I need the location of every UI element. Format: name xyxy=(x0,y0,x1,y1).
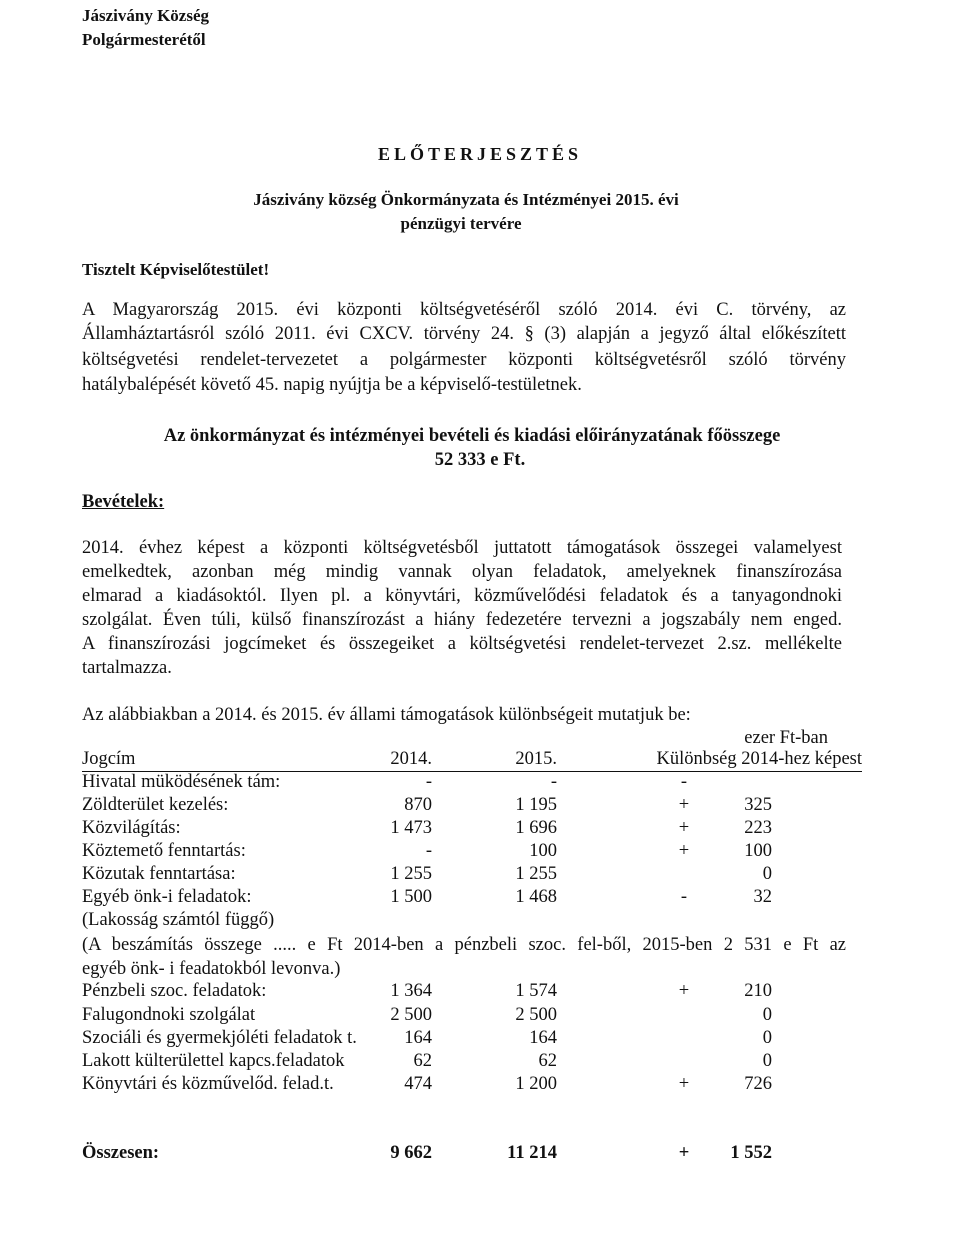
revenue-line-6: tartalmazza. xyxy=(82,658,172,678)
row-label: Egyéb önk-i feladatok: xyxy=(82,887,252,907)
header-difference: Különbség 2014-hez képest xyxy=(656,749,862,769)
note-lakossag: (Lakosság számtól függő) xyxy=(82,910,275,930)
revenue-line-1: 2014. évhez képest a központi költségvetésből juttatott támogatások összegei valamelyest xyxy=(82,538,842,558)
row-label: Köztemető fenntartás: xyxy=(82,841,246,861)
row-sign: + xyxy=(678,818,690,838)
subtitle-line-1: Jászivány község Önkormányzata és Intézményei 2015. évi xyxy=(253,190,679,209)
header-2014: 2014. xyxy=(390,749,432,769)
sender-role: Polgármesterétől xyxy=(82,30,206,49)
summary-line-1: Az önkormányzat és intézményei bevételi és kiadási előirányzatának főösszege xyxy=(163,426,781,446)
row-difference: 325 xyxy=(744,795,772,815)
row-difference: 100 xyxy=(744,841,772,861)
revenue-line-2: emelkedtek, azonban még mindig vannak olyan feladatok, amelyeknek finanszírozása xyxy=(82,562,842,582)
table-row xyxy=(82,886,862,909)
row-value-2015: 100 xyxy=(529,841,557,861)
header-2015: 2015. xyxy=(515,749,557,769)
table-total-row xyxy=(82,1142,862,1165)
total-difference: 1 552 xyxy=(730,1143,772,1163)
row-value-2014: 1 364 xyxy=(390,981,432,1001)
row-label: Falugondnoki szolgálat xyxy=(82,1005,256,1025)
table-row xyxy=(82,863,862,886)
row-sign: - xyxy=(680,887,688,907)
row-value-2014: 474 xyxy=(404,1074,432,1094)
row-value-2015: 1 468 xyxy=(515,887,557,907)
table-header-row xyxy=(82,748,862,772)
section-revenues: Bevételek: xyxy=(82,492,165,512)
document-title: ELŐTERJESZTÉS xyxy=(377,144,583,164)
row-difference: 0 xyxy=(762,1051,772,1071)
row-label: Hivatal müködésének tám: xyxy=(82,772,281,792)
total-sign: + xyxy=(678,1143,690,1163)
row-difference: 0 xyxy=(762,1028,772,1048)
table-row xyxy=(82,1027,862,1050)
row-value-2015: 1 195 xyxy=(515,795,557,815)
total-2015: 11 214 xyxy=(507,1143,557,1163)
revenue-line-4: szolgálat. Éven túli, külső finanszírozást a hiány fedezetére tervezni a jogszabály nem enged. xyxy=(82,610,842,630)
row-value-2014: - xyxy=(425,772,432,792)
row-value-2015: 62 xyxy=(538,1051,557,1071)
row-value-2014: 2 500 xyxy=(390,1005,432,1025)
table-row xyxy=(82,771,862,794)
note-beszamitas-line-2: egyéb önk- i feadatokból levonva.) xyxy=(82,959,341,979)
row-value-2015: - xyxy=(550,772,557,792)
row-value-2014: 1 500 xyxy=(390,887,432,907)
row-difference: 726 xyxy=(744,1074,772,1094)
row-value-2015: 1 200 xyxy=(515,1074,557,1094)
table-note xyxy=(82,909,862,932)
row-difference: 32 xyxy=(753,887,772,907)
unit-label: ezer Ft-ban xyxy=(744,728,828,748)
revenue-line-5: A finanszírozási jogcímeket és összegeiket a költségvetési rendelet-tervezet 2.sz. mellékelte xyxy=(82,634,842,654)
row-label: Szociáli és gyermekjóléti feladatok t. xyxy=(82,1028,357,1048)
row-difference: 210 xyxy=(744,981,772,1001)
row-label: Közutak fenntartása: xyxy=(82,864,236,884)
row-sign: - xyxy=(680,772,688,792)
row-sign: + xyxy=(678,841,690,861)
intro-line-1: A Magyarország 2015. évi központi költségvetéséről szóló 2014. évi C. törvény, az xyxy=(82,300,846,320)
row-label: Közvilágítás: xyxy=(82,818,181,838)
header-jogcim: Jogcím xyxy=(82,749,136,769)
revenue-line-3: elmarad a kiadásoktól. Ilyen pl. a könyvtári, közművelődési feladatok és a tanyagondnoki xyxy=(82,586,842,606)
sender-name: Jászivány Község xyxy=(82,6,210,25)
intro-line-4: hatálybalépését követő 45. napig nyújtja be a képviselő-testületnek. xyxy=(82,375,582,395)
row-label: Pénzbeli szoc. feladatok: xyxy=(82,981,267,1001)
support-table xyxy=(0,748,960,1178)
table-row xyxy=(82,817,862,840)
table-row xyxy=(82,1073,862,1096)
row-value-2015: 1 255 xyxy=(515,864,557,884)
table-row xyxy=(82,980,862,1003)
row-difference: 223 xyxy=(744,818,772,838)
row-value-2015: 164 xyxy=(529,1028,557,1048)
salutation: Tisztelt Képviselőtestület! xyxy=(82,260,270,279)
row-sign: + xyxy=(678,981,690,1001)
row-value-2014: 870 xyxy=(404,795,432,815)
row-label: Könyvtári és közművelőd. felad.t. xyxy=(82,1074,334,1094)
table-intro: Az alábbiakban a 2014. és 2015. év állami támogatások különbségeit mutatjuk be: xyxy=(82,705,691,725)
row-value-2015: 1 696 xyxy=(515,818,557,838)
row-value-2014: - xyxy=(425,841,432,861)
row-value-2015: 2 500 xyxy=(515,1005,557,1025)
table-row xyxy=(82,1004,862,1027)
row-sign: + xyxy=(678,1074,690,1094)
intro-line-2: Államháztartásról szóló 2011. évi CXCV. törvény 24. § (3) alapján a jegyző által előkészített xyxy=(82,324,846,344)
row-difference: 0 xyxy=(762,864,772,884)
row-value-2015: 1 574 xyxy=(515,981,557,1001)
row-value-2014: 164 xyxy=(404,1028,432,1048)
row-value-2014: 1 255 xyxy=(390,864,432,884)
subtitle-line-2: pénzügyi tervére xyxy=(400,214,522,233)
row-label: Lakott külterülettel kapcs.feladatok xyxy=(82,1051,345,1071)
table-row xyxy=(82,840,862,863)
row-value-2014: 62 xyxy=(413,1051,432,1071)
row-difference: 0 xyxy=(762,1005,772,1025)
table-row xyxy=(82,794,862,817)
total-label: Összesen: xyxy=(82,1143,160,1163)
summary-total: 52 333 e Ft. xyxy=(434,450,526,470)
total-2014: 9 662 xyxy=(390,1143,432,1163)
note-beszamitas-line-1: (A beszámítás összege ..... e Ft 2014-ben a pénzbeli szoc. fel-ből, 2015-ben 2 531 e Ft az xyxy=(82,935,846,955)
row-value-2014: 1 473 xyxy=(390,818,432,838)
intro-line-3: költségvetési rendelet-tervezetet a polgármester központi költségvetésről szóló törvény xyxy=(82,350,846,370)
table-row xyxy=(82,1050,862,1073)
row-sign: + xyxy=(678,795,690,815)
row-label: Zöldterület kezelés: xyxy=(82,795,229,815)
